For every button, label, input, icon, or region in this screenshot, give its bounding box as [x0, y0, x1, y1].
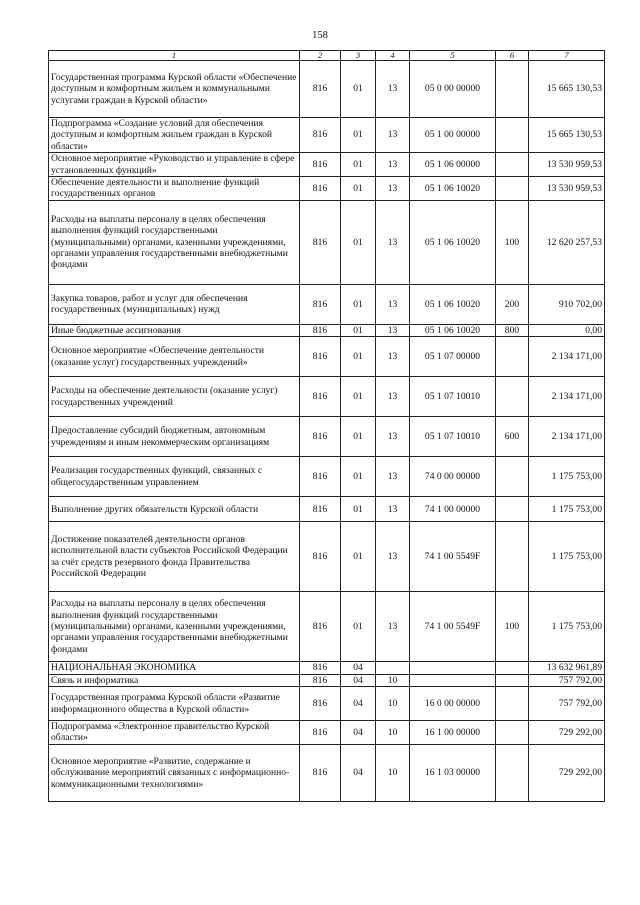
expense-type [496, 177, 529, 201]
ministry-code: 816 [300, 744, 341, 801]
target-article: 16 1 03 00000 [410, 744, 496, 801]
expense-type [496, 674, 529, 686]
column-number: 7 [529, 51, 605, 61]
target-article: 16 0 00 00000 [410, 687, 496, 721]
target-article: 05 0 00 00000 [410, 61, 496, 118]
subsection-code: 13 [376, 457, 410, 497]
expense-type [496, 377, 529, 417]
ministry-code: 816 [300, 177, 341, 201]
table-row [49, 687, 605, 721]
amount: 729 292,00 [529, 721, 605, 745]
ministry-code: 816 [300, 522, 341, 592]
amount: 15 665 130,53 [529, 61, 605, 118]
subsection-code: 13 [376, 284, 410, 324]
amount: 13 530 959,53 [529, 177, 605, 201]
subsection-code: 10 [376, 687, 410, 721]
row-name: Предоставление субсидий бюджетным, автономным учреждениям и иным некоммерческим организациям [49, 417, 300, 457]
section-code: 04 [341, 744, 376, 801]
ministry-code: 816 [300, 497, 341, 522]
budget-table [48, 50, 605, 802]
target-article: 74 1 00 5549F [410, 592, 496, 662]
row-name: Закупка товаров, работ и услуг для обеспечения государственных (муниципальных) нужд [49, 284, 300, 324]
section-code: 01 [341, 457, 376, 497]
subsection-code: 13 [376, 324, 410, 336]
target-article: 05 1 06 10020 [410, 177, 496, 201]
amount: 757 792,00 [529, 687, 605, 721]
row-name: НАЦИОНАЛЬНАЯ ЭКОНОМИКА [49, 662, 300, 674]
amount: 2 134 171,00 [529, 377, 605, 417]
amount: 2 134 171,00 [529, 337, 605, 377]
ministry-code: 816 [300, 377, 341, 417]
row-name: Государственная программа Курской области «Обеспечение доступным и комфортным жильем и коммунальными услугами граждан в Курской области» [49, 61, 300, 118]
ministry-code: 816 [300, 721, 341, 745]
table-row [49, 377, 605, 417]
ministry-code: 816 [300, 674, 341, 686]
expense-type [496, 153, 529, 177]
table-row [49, 337, 605, 377]
expense-type: 600 [496, 417, 529, 457]
row-name: Реализация государственных функций, связанных с общегосударственным управлением [49, 457, 300, 497]
target-article: 05 1 00 00000 [410, 118, 496, 153]
amount: 13 632 961,89 [529, 662, 605, 674]
column-number-row [49, 51, 605, 61]
expense-type [496, 662, 529, 674]
expense-type [496, 337, 529, 377]
target-article: 74 1 00 5549F [410, 522, 496, 592]
expense-type [496, 118, 529, 153]
expense-type [496, 61, 529, 118]
amount: 1 175 753,00 [529, 497, 605, 522]
table-row [49, 522, 605, 592]
row-name: Подпрограмма «Электронное правительство Курской области» [49, 721, 300, 745]
subsection-code: 13 [376, 522, 410, 592]
table-row [49, 118, 605, 153]
ministry-code: 816 [300, 61, 341, 118]
subsection-code: 13 [376, 177, 410, 201]
section-code: 01 [341, 153, 376, 177]
target-article: 74 1 00 00000 [410, 497, 496, 522]
column-number: 3 [341, 51, 376, 61]
expense-type [496, 744, 529, 801]
section-code: 01 [341, 377, 376, 417]
amount: 1 175 753,00 [529, 457, 605, 497]
subsection-code: 10 [376, 744, 410, 801]
ministry-code: 816 [300, 200, 341, 284]
table-row [49, 417, 605, 457]
target-article: 05 1 06 00000 [410, 153, 496, 177]
expense-type [496, 522, 529, 592]
ministry-code: 816 [300, 662, 341, 674]
expense-type: 800 [496, 324, 529, 336]
ministry-code: 816 [300, 118, 341, 153]
subsection-code: 10 [376, 721, 410, 745]
row-name: Выполнение других обязательств Курской области [49, 497, 300, 522]
section-code: 01 [341, 324, 376, 336]
ministry-code: 816 [300, 417, 341, 457]
ministry-code: 816 [300, 324, 341, 336]
section-code: 01 [341, 118, 376, 153]
row-name: Расходы на выплаты персоналу в целях обеспечения выполнения функций государственными (муниципальными) органами, казенными учреждениями, органами управления государственными внебюджетными фондами [49, 592, 300, 662]
page-number: 158 [312, 30, 328, 41]
row-name: Основное мероприятие «Руководство и управление в сфере установленных функций» [49, 153, 300, 177]
table-row [49, 674, 605, 686]
amount: 1 175 753,00 [529, 592, 605, 662]
expense-type: 200 [496, 284, 529, 324]
ministry-code: 816 [300, 687, 341, 721]
table-row [49, 457, 605, 497]
section-code: 04 [341, 662, 376, 674]
section-code: 04 [341, 687, 376, 721]
row-name: Достижение показателей деятельности органов исполнительной власти субъектов Российской Федерации за счёт средств резервного фонда Правительства Российской Федерации [49, 522, 300, 592]
amount: 15 665 130,53 [529, 118, 605, 153]
table-row [49, 284, 605, 324]
subsection-code: 13 [376, 200, 410, 284]
row-name: Связь и информатика [49, 674, 300, 686]
row-name: Расходы на выплаты персоналу в целях обеспечения выполнения функций государственными (муниципальными) органами, казенными учреждениями, органами управления государственными внебюджетными фондами [49, 200, 300, 284]
column-number: 4 [376, 51, 410, 61]
row-name: Основное мероприятие «Обеспечение деятельности (оказание услуг) государственных учреждений» [49, 337, 300, 377]
column-number: 1 [49, 51, 300, 61]
section-code: 01 [341, 417, 376, 457]
amount: 13 530 959,53 [529, 153, 605, 177]
subsection-code: 13 [376, 417, 410, 457]
ministry-code: 816 [300, 153, 341, 177]
row-name: Расходы на обеспечение деятельности (оказание услуг) государственных учреждений [49, 377, 300, 417]
row-name: Иные бюджетные ассигнования [49, 324, 300, 336]
subsection-code: 13 [376, 497, 410, 522]
table-row [49, 721, 605, 745]
section-code: 04 [341, 721, 376, 745]
row-name: Обеспечение деятельности и выполнение функций государственных органов [49, 177, 300, 201]
section-code: 04 [341, 674, 376, 686]
section-code: 01 [341, 61, 376, 118]
section-code: 01 [341, 522, 376, 592]
column-number: 6 [496, 51, 529, 61]
subsection-code: 13 [376, 61, 410, 118]
ministry-code: 816 [300, 337, 341, 377]
section-code: 01 [341, 177, 376, 201]
target-article: 16 1 00 00000 [410, 721, 496, 745]
section-code: 01 [341, 337, 376, 377]
subsection-code: 13 [376, 118, 410, 153]
target-article: 05 1 07 10010 [410, 417, 496, 457]
table-row [49, 177, 605, 201]
subsection-code [376, 662, 410, 674]
target-article: 05 1 06 10020 [410, 324, 496, 336]
subsection-code: 10 [376, 674, 410, 686]
subsection-code: 13 [376, 153, 410, 177]
ministry-code: 816 [300, 457, 341, 497]
expense-type [496, 687, 529, 721]
table-row [49, 592, 605, 662]
table-row [49, 200, 605, 284]
section-code: 01 [341, 497, 376, 522]
target-article: 05 1 06 10020 [410, 284, 496, 324]
amount: 2 134 171,00 [529, 417, 605, 457]
table-row [49, 662, 605, 674]
row-name: Основное мероприятие «Развитие, содержание и обслуживание мероприятий связанных с информационно-коммуникационными технологиями» [49, 744, 300, 801]
target-article [410, 674, 496, 686]
expense-type: 100 [496, 200, 529, 284]
amount: 729 292,00 [529, 744, 605, 801]
target-article: 05 1 07 10010 [410, 377, 496, 417]
target-article [410, 662, 496, 674]
expense-type [496, 457, 529, 497]
section-code: 01 [341, 200, 376, 284]
column-number: 5 [410, 51, 496, 61]
amount: 910 702,00 [529, 284, 605, 324]
column-number: 2 [300, 51, 341, 61]
table-row [49, 153, 605, 177]
expense-type [496, 497, 529, 522]
table-row [49, 61, 605, 118]
row-name: Подпрограмма «Создание условий для обеспечения доступным и комфортным жильем граждан в Курской области» [49, 118, 300, 153]
section-code: 01 [341, 284, 376, 324]
target-article: 05 1 07 00000 [410, 337, 496, 377]
amount: 757 792,00 [529, 674, 605, 686]
amount: 12 620 257,53 [529, 200, 605, 284]
ministry-code: 816 [300, 284, 341, 324]
expense-type [496, 721, 529, 745]
row-name: Государственная программа Курской области «Развитие информационного общества в Курской области» [49, 687, 300, 721]
amount: 1 175 753,00 [529, 522, 605, 592]
subsection-code: 13 [376, 592, 410, 662]
target-article: 74 0 00 00000 [410, 457, 496, 497]
subsection-code: 13 [376, 377, 410, 417]
amount: 0,00 [529, 324, 605, 336]
table-row [49, 744, 605, 801]
table-row [49, 324, 605, 336]
ministry-code: 816 [300, 592, 341, 662]
subsection-code: 13 [376, 337, 410, 377]
target-article: 05 1 06 10020 [410, 200, 496, 284]
expense-type: 100 [496, 592, 529, 662]
section-code: 01 [341, 592, 376, 662]
table-row [49, 497, 605, 522]
